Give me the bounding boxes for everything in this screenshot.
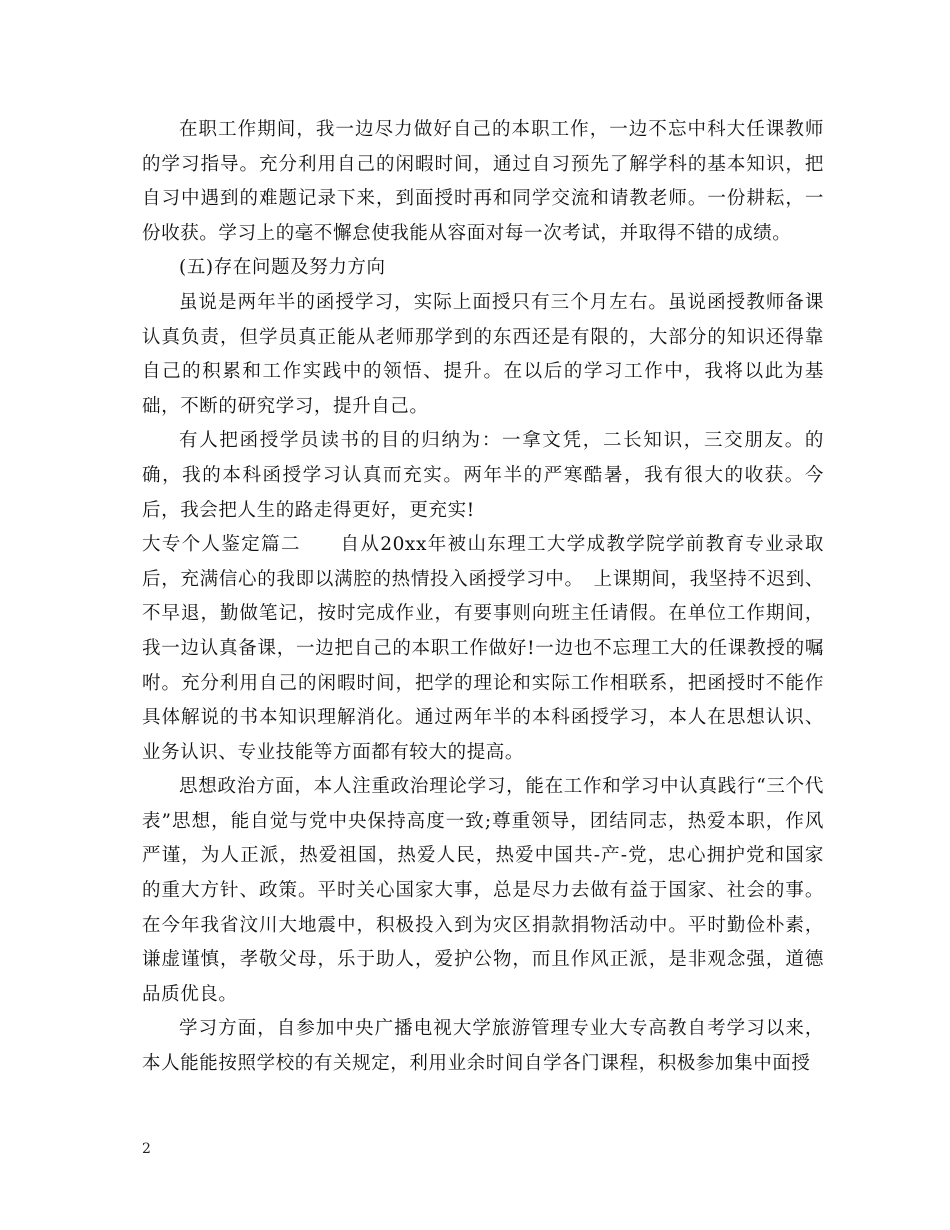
paragraph-work-study: 在职工作期间，我一边尽力做好自己的本职工作，一边不忘中科大任课教师的学习指导。充分利用自己的闲暇时间，通过自习预先了解学科的基本知识，把自习中遇到的难题记录下来，到面授时再和同学交流和请教老师。一份耕耘，一份收获。学习上的毫不懈怠使我能从容面对每一次考试，并取得不错的成绩。 xyxy=(142,119,824,244)
paragraph-correspondence-study: 虽说是两年半的函授学习，实际上面授只有三个月左右。虽说函授教师备课认真负责，但学员真正能从老师那学到的东西还是有限的，大部分的知识还得靠自己的积累和工作实践中的领悟、提升。在以后的学习工作中，我将以此为基础，不断的研究学习，提升自己。 xyxy=(142,291,824,417)
document-body xyxy=(142,113,824,1082)
section-heading-problems: (五)存在问题及努力方向 xyxy=(179,257,386,279)
page-number: 2 xyxy=(142,1141,151,1157)
paragraph-article-two: 大专个人鉴定篇二 自从20xx年被山东理工大学成教学院学前教育专业录取后，充满信心的我即以满腔的热情投入函授学习中。 上课期间，我坚持不迟到、不早退，勤做笔记，按时完成作业，有要事则向班主任请假。在单位工作期间，我一边认真备课，一边把自己的本职工作做好!一边也不忘理工大的任课教授的嘱咐。充分利用自己的闲暇时间，把学的理论和实际工作相联系，把函授时不能作具体解说的书本知识理解消化。通过两年半的本科函授学习，本人在思想认识、业务认识、专业技能等方面都有较大的提高。 xyxy=(142,534,824,763)
paragraph-political-thought: 思想政治方面，本人注重政治理论学习，能在工作和学习中认真践行“三个代表”思想，能自觉与党中央保持高度一致;尊重领导，团结同志，热爱本职，作风严谨，为人正派，热爱祖国，热爱人民，热爱中国共-产-党，忠心拥护党和国家的重大方针、政策。平时关心国家大事，总是尽力去做有益于国家、社会的事。在今年我省汶川大地震中，积极投入到为灾区捐款捐物活动中。平时勤俭朴素，谦虚谨慎，孝敬父母，乐于助人，爱护公物，而且作风正派，是非观念强，道德品质优良。 xyxy=(142,776,824,1005)
paragraph-study-aspect: 学习方面，自参加中央广播电视大学旅游管理专业大专高教自考学习以来，本人能能按照学校的有关规定，利用业余时间自学各门课程，积极参加集中面授 xyxy=(142,1018,824,1075)
paragraph-study-purpose: 有人把函授学员读书的目的归纳为：一拿文凭，二长知识，三交朋友。的确，我的本科函授学习认真而充实。两年半的严寒酷暑，我有很大的收获。今后，我会把人生的路走得更好，更充实! xyxy=(142,430,824,521)
